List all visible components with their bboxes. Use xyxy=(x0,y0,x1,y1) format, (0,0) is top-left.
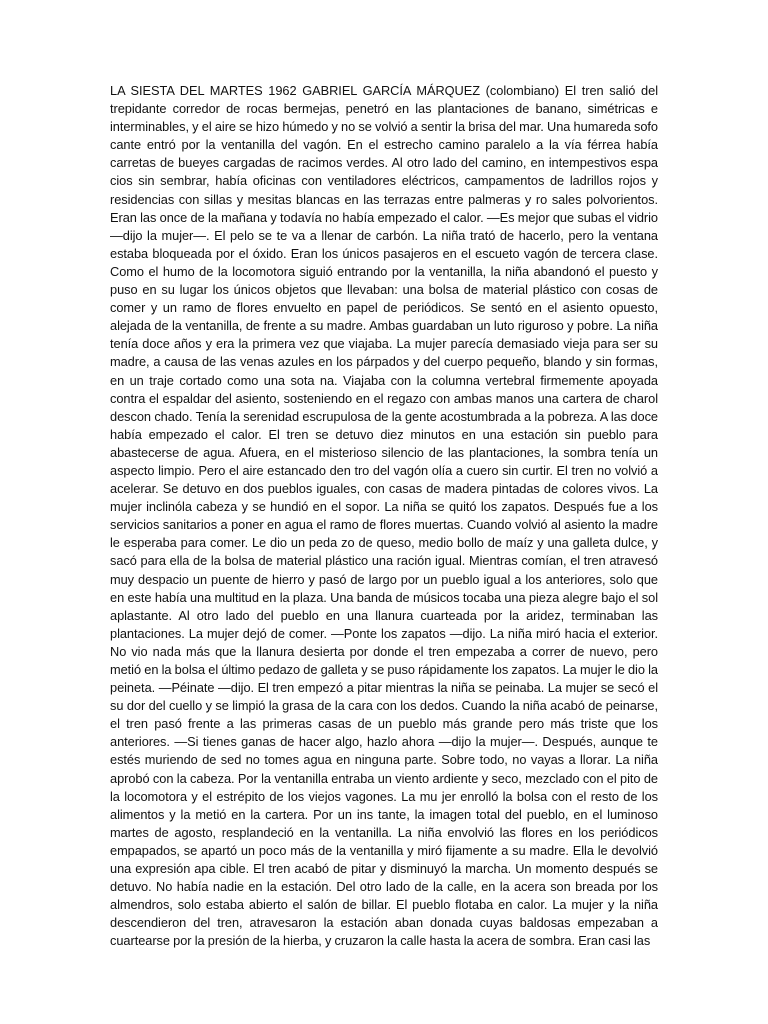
story-body-text: LA SIESTA DEL MARTES 1962 GABRIEL GARCÍA MÁRQUEZ (colombiano) El tren salió del trepidante corredor de rocas bermejas, penetró en las plantaciones de banano, simétricas e interminables, y el aire se hizo húmedo y no se volvió a sentir la brisa del mar. Una humareda sofo cante entró por la ventanilla del vagón. En el estrecho camino paralelo a la vía férrea había carretas de bueyes cargadas de racimos verdes. Al otro lado del camino, en intempestivos espa cios sin sembrar, había oficinas con ventiladores eléctricos, campamentos de ladrillos rojos y residencias con sillas y mesitas blancas en las terrazas entre palmeras y ro sales polvorientos. Eran las once de la mañana y todavía no había empezado el calor. —Es mejor que subas el vidrio —dijo la mujer—. El pelo se te va a llenar de carbón. La niña trató de hacerlo, pero la ventana estaba bloqueada por el óxido. Eran los únicos pasajeros en el escueto vagón de tercera clase. Como el humo de la locomotora siguió entrando por la ventanilla, la niña abandonó el puesto y puso en su lugar los únicos objetos que llevaban: una bolsa de material plástico con cosas de comer y un ramo de flores envuelto en papel de periódicos. Se sentó en el asiento opuesto, alejada de la ventanilla, de frente a su madre. Ambas guardaban un luto riguroso y pobre. La niña tenía doce años y era la primera vez que viajaba. La mujer parecía demasiado vieja para ser su madre, a causa de las venas azules en los párpados y del cuerpo pequeño, blando y sin formas, en un traje cortado como una sota na. Viajaba con la columna vertebral firmemente apoyada contra el espaldar del asiento, sosteniendo en el regazo con ambas manos una cartera de charol descon chado. Tenía la serenidad escrupulosa de la gente acostumbrada a la pobreza. A las doce había empezado el calor. El tren se detuvo diez minutos en una estación sin pueblo para abastecerse de agua. Afuera, en el misterioso silencio de las plantaciones, la sombra tenía un aspecto limpio. Pero el aire estancado den tro del vagón olía a cuero sin curtir. El tren no volvió a acelerar. Se detuvo en dos pueblos iguales, con casas de madera pintadas de colores vivos. La mujer inclinóla cabeza y se hundió en el sopor. La niña se quitó los zapatos. Después fue a los servicios sanitarios a poner en agua el ramo de flores muertas. Cuando volvió al asiento la madre le esperaba para comer. Le dio un peda zo de queso, medio bollo de maíz y una galleta dulce, y sacó para ella de la bolsa de material plástico una ración igual. Mientras comían, el tren atravesó muy despacio un puente de hierro y pasó de largo por un pueblo igual a los anteriores, solo que en este había una multitud en la plaza. Una banda de músicos tocaba una pieza alegre bajo el sol aplastante. Al otro lado del pueblo en una llanura cuarteada por la aridez, terminaban las plantaciones. La mujer dejó de comer. —Ponte los zapatos —dijo. La niña miró hacia el exterior. No vio nada más que la llanura desierta por donde el tren empezaba a correr de nuevo, pero metió en la bolsa el último pedazo de galleta y se puso rápidamente los zapatos. La mujer le dio la peineta. —Péinate —dijo. El tren empezó a pitar mientras la niña se peinaba. La mujer se secó el su dor del cuello y se limpió la grasa de la cara con los dedos. Cuando la niña acabó de peinarse, el tren pasó frente a las primeras casas de un pueblo más grande pero más triste que los anteriores. —Si tienes ganas de hacer algo, hazlo ahora —dijo la mujer—. Después, aunque te estés muriendo de sed no tomes agua en ninguna parte. Sobre todo, no vayas a llorar. La niña aprobó con la cabeza. Por la ventanilla entraba un viento ardiente y seco, mezclado con el pito de la locomotora y el estrépito de los viejos vagones. La mu jer enrolló la bolsa con el resto de los alimentos y la metió en la cartera. Por un ins tante, la imagen total del pueblo, en el luminoso martes de agosto, resplandeció en la ventanilla. La niña envolvió las flores en los periódicos empapados, se apartó un poco más de la ventanilla y miró fijamente a su madre. Ella le devolvió una expresión apa cible. El tren acabó de pitar y disminuyó la marcha. Un momento después se detuvo. No había nadie en la estación. Del otro lado de la calle, en la acera son breada por los almendros, solo estaba abierto el salón de billar. El pueblo flotaba en calor. La mujer y la niña descendieron del tren, atravesaron la estación aban donada cuyas baldosas empezaban a cuartearse por la presión de la hierba, y cruzaron la calle hasta la acera de sombra. Eran casi las xyxy=(110,83,658,949)
document-page xyxy=(110,82,658,951)
